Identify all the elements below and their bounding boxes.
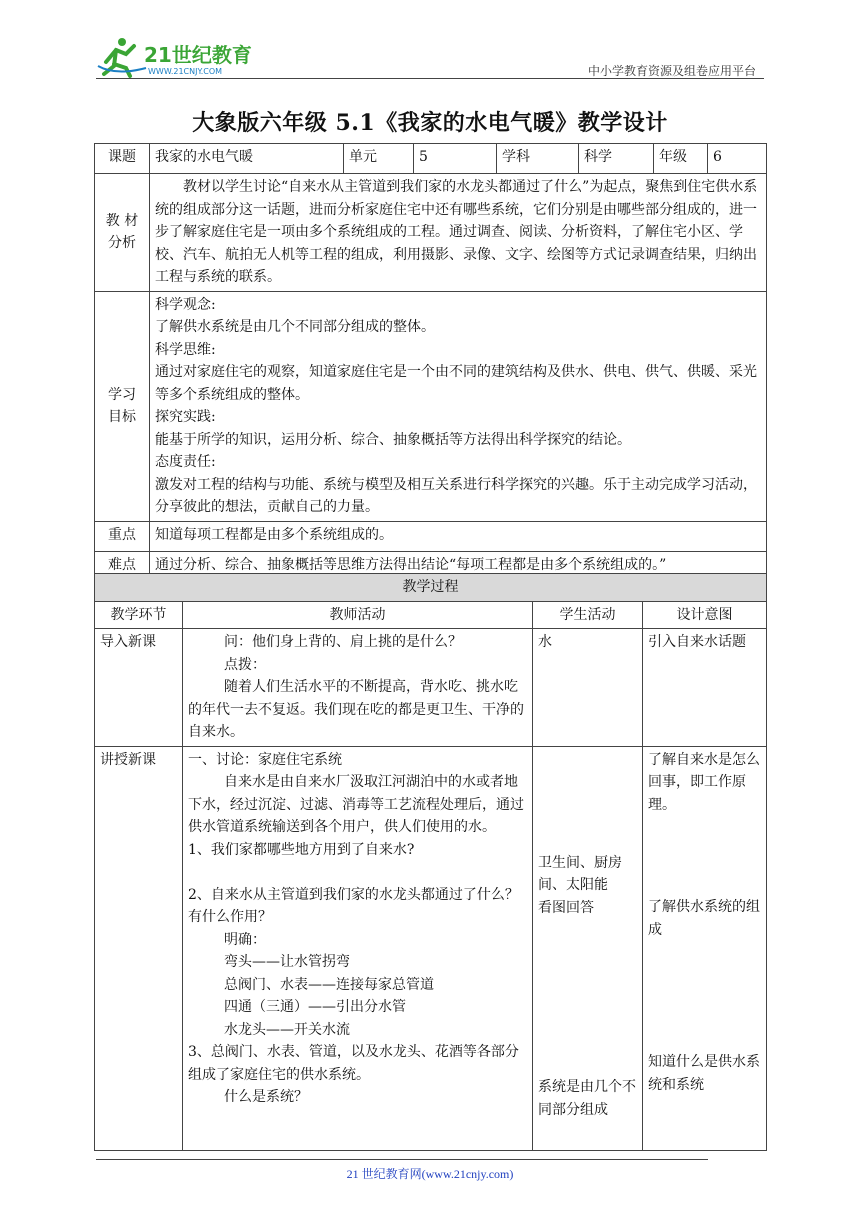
process-title-row (95, 574, 767, 602)
header-divider (96, 78, 764, 79)
logo-text: 21世纪教育 (144, 43, 252, 67)
process-title: 教学过程 (95, 574, 767, 602)
process-header-row (95, 601, 767, 629)
intro-student: 水 (533, 629, 643, 747)
lesson-label: 课题 (95, 144, 150, 174)
logo-url: WWW.21CNJY.COM (148, 67, 223, 76)
subject-value: 科学 (579, 144, 654, 174)
key-point-row (95, 521, 767, 551)
subject-label: 学科 (497, 144, 579, 174)
goals-text: 科学观念: 了解供水系统是由几个不同部分组成的整体。 科学思维: 通过对家庭住宅的观察，知道家庭住宅是一个由不同的建筑结构及供水、供电、供气、供暖、采光等多个系统组成的整体。 探究实践: 能基于所学的知识，运用分析、综合、抽象概括等方法得出科学探究的结论。 态度责任: 激发对工程的结构与功能、系统与模型及相互关系进行科学探究的兴趣。乐于主动完成学习活动，分享彼此的想法，贡献自己的力量。 (150, 291, 767, 521)
site-logo (96, 36, 266, 80)
footer-divider (96, 1159, 708, 1160)
analysis-label: 教 材 分析 (95, 174, 150, 292)
key-point-text: 知道每项工程都是由多个系统组成的。 (150, 521, 767, 551)
lecture-intent: 了解自来水是怎么回事，即工作原理。 了解供水系统的组成 知道什么是供水系统和系统 (643, 746, 767, 1150)
col-header-teacher: 教师活动 (183, 601, 533, 629)
lecture-row (95, 746, 767, 1150)
col-header-intent: 设计意图 (643, 601, 767, 629)
runner-logo-icon (96, 36, 266, 80)
unit-value: 5 (414, 144, 497, 174)
col-header-stage: 教学环节 (95, 601, 183, 629)
col-header-student: 学生活动 (533, 601, 643, 629)
teaching-process-table (94, 573, 767, 1151)
analysis-row (95, 174, 767, 292)
key-point-label: 重点 (95, 521, 150, 551)
grade-value: 6 (708, 144, 767, 174)
lecture-teacher: 一、讨论：家庭住宅系统 自来水是由自来水厂汲取江河湖泊中的水或者地下水，经过沉淀、过滤、消毒等工艺流程处理后，通过供水管道系统输送到各个用户，供人们使用的水。 1、我们家都哪些地方用到了自来水? 2、自来水从主管道到我们家的水龙头都通过了什么？有什么作用？ 明确： 弯头——让水管拐弯 总阀门、水表——连接每家总管道 四通（三通）——引出分水管 水龙头——开关水流 3、总阀门、水表、管道，以及水龙头、花酒等各部分组成了家庭住宅的供水系统。 什么是系统？ (183, 746, 533, 1150)
page-title: 大象版六年级 5.1《我家的水电气暖》教学设计 (192, 110, 668, 136)
footer-link[interactable]: 21 世纪教育网(www.21cnjy.com) (346, 1167, 514, 1181)
unit-label: 单元 (344, 144, 414, 174)
difficulty-label: 难点 (95, 551, 150, 581)
grade-label: 年级 (654, 144, 708, 174)
intro-intent: 引入自来水话题 (643, 629, 767, 747)
analysis-text: 教材以学生讨论“自来水从主管道到我们家的水龙头都通过了什么”为起点，聚焦到住宅供水系统的组成部分这一话题，进而分析家庭住宅中还有哪些系统，它们分别是由哪些部分组成的，进一步了解家庭住宅是一项由多个系统组成的工程。通过调查、阅读、分析资料，了解住宅小区、学校、汽车、航拍无人机等工程的组成，利用摄影、录像、文字、绘图等方式记录调查结果，归纳出工程与系统的联系。 (150, 174, 767, 292)
info-row (95, 144, 767, 174)
lesson-value: 我家的水电气暖 (150, 144, 344, 174)
lecture-stage: 讲授新课 (95, 746, 183, 1150)
intro-stage: 导入新课 (95, 629, 183, 747)
intro-row (95, 629, 767, 747)
lesson-info-table (94, 143, 767, 582)
platform-name: 中小学教育资源及组卷应用平台 (587, 64, 756, 78)
difficulty-text: 通过分析、综合、抽象概括等思维方法得出结论“每项工程都是由多个系统组成的。” (150, 551, 767, 581)
goals-row (95, 291, 767, 521)
lecture-student: 卫生间、厨房间、太阳能 看图回答 系统是由几个不同部分组成 (533, 746, 643, 1150)
goals-label: 学习 目标 (95, 291, 150, 521)
intro-teacher: 问：他们身上背的、肩上挑的是什么？ 点拨： 随着人们生活水平的不断提高，背水吃、挑水吃的年代一去不复返。我们现在吃的都是更卫生、干净的自来水。 (183, 629, 533, 747)
